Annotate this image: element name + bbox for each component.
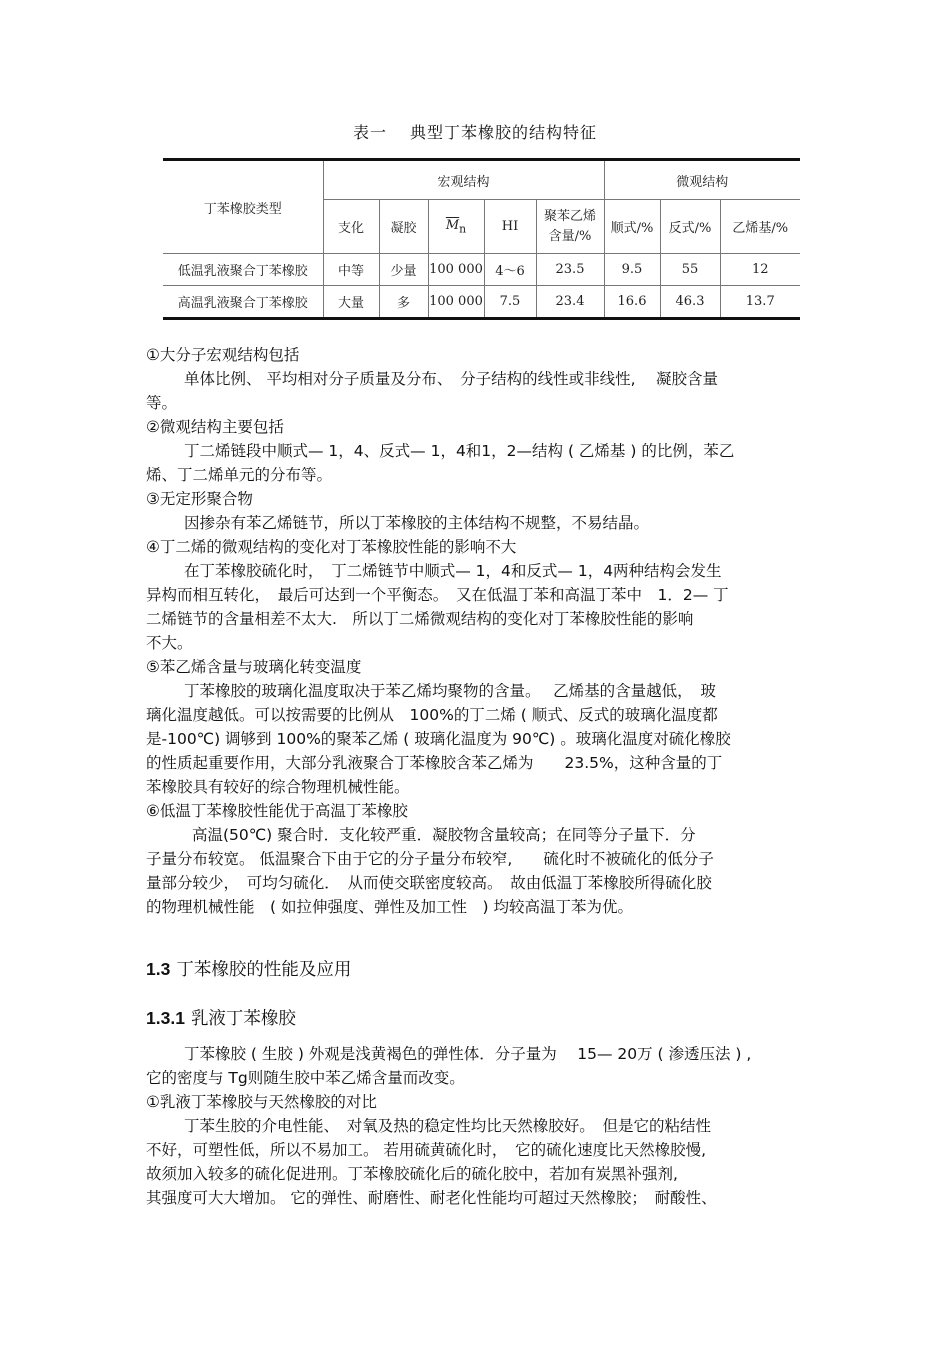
row-trans: 55 [660, 254, 720, 286]
row-branch: 中等 [323, 254, 379, 286]
table-header-row-1 [163, 160, 800, 200]
header-trans: 反式/% [660, 200, 720, 254]
point-heading: ⑤苯乙烯含量与玻璃化转变温度 [146, 658, 362, 676]
header-mn-subscript: n [459, 222, 467, 236]
point-heading: ②微观结构主要包括 [146, 418, 284, 436]
paragraph-line: 不大。 [146, 634, 193, 652]
paragraph-line: 烯、丁二烯单元的分布等。 [146, 466, 333, 484]
header-hi: HI [484, 200, 536, 254]
paragraph-line: 璃化温度越低。可以按需要的比例从 100%的丁二烯 ( 顺式、反式的玻璃化温度都 [146, 706, 718, 724]
header-mn [428, 200, 484, 254]
paragraph-line: 单体比例、 平均相对分子质量及分布、 分子结构的线性或非线性, 凝胶含量 [184, 370, 719, 388]
section-title: 丁苯橡胶的性能及应用 [176, 960, 352, 980]
row-trans: 46.3 [660, 286, 720, 319]
structure-table [163, 158, 800, 320]
header-micro: 微观结构 [604, 160, 800, 200]
header-ps-line1: 聚苯乙烯 [543, 208, 596, 224]
paragraph-line: 故须加入较多的硫化促进刑。丁苯橡胶硫化后的硫化胶中，若加有炭黑补强剂, [146, 1165, 678, 1183]
paragraph-line: 二烯链节的含量相差不太大. 所以丁二烯微观结构的变化对丁苯橡胶性能的影响 [146, 610, 694, 628]
point-heading: ①乳液丁苯橡胶与天然橡胶的对比 [146, 1093, 377, 1111]
row-gel: 多 [379, 286, 428, 319]
row-vinyl: 12 [720, 254, 800, 286]
point-heading: ③无定形聚合物 [146, 490, 253, 508]
section-number: 1.3 [146, 959, 171, 979]
row-branch: 大量 [323, 286, 379, 319]
header-ps-line2: 含量/% [548, 228, 592, 244]
body-text [146, 343, 806, 919]
table-row [163, 286, 800, 319]
paragraph-line: 丁苯橡胶 ( 生胶 ) 外观是浅黄褐色的弹性体．分子量为 15— 20万 ( 渗透压法 ) , [184, 1045, 752, 1063]
row-type: 低温乳液聚合丁苯橡胶 [163, 254, 323, 286]
row-ps: 23.5 [536, 254, 604, 286]
table-caption: 表一 典型丁苯橡胶的结构特征 [352, 123, 598, 142]
paragraph-line: 子量分布较宽。 低温聚合下由于它的分子量分布较窄, 硫化时不被硫化的低分子 [146, 850, 714, 868]
section-title: 乳液丁苯橡胶 [190, 1009, 296, 1029]
header-gel: 凝胶 [379, 200, 428, 254]
header-macro: 宏观结构 [323, 160, 604, 200]
row-hi: 4～6 [484, 254, 536, 286]
header-type: 丁苯橡胶类型 [163, 160, 323, 254]
header-vinyl: 乙烯基/% [720, 200, 800, 254]
row-vinyl: 13.7 [720, 286, 800, 319]
paragraph-line: 的性质起重要作用，大部分乳液聚合丁苯橡胶含苯乙烯为 23.5%，这种含量的丁 [146, 754, 723, 772]
header-ps [536, 200, 604, 254]
paragraph-line: 量部分较少， 可均匀硫化． 从而使交联密度较高。 故由低温丁苯橡胶所得硫化胶 [146, 874, 712, 892]
row-mn: 100 000 [428, 254, 484, 286]
point-heading: ①大分子宏观结构包括 [146, 346, 300, 364]
row-type: 高温乳液聚合丁苯橡胶 [163, 286, 323, 319]
paragraph-line: 的物理机械性能 ( 如拉伸强度、弹性及加工性 ) 均较高温丁苯为优。 [146, 898, 633, 916]
row-cis: 16.6 [604, 286, 660, 319]
paragraph-line: 它的密度与 Tg则随生胶中苯乙烯含量而改变。 [146, 1069, 465, 1087]
header-cis: 顺式/% [604, 200, 660, 254]
paragraph-line: 是-100℃) 调够到 100%的聚苯乙烯 ( 玻璃化温度为 90℃) 。玻璃化温度对硫化橡胶 [146, 730, 731, 748]
paragraph-line: 其强度可大大增加。 它的弹性、耐磨性、耐老化性能均可超过天然橡胶； 耐酸性、 [146, 1189, 717, 1207]
header-mn-symbol: $\overline{M}$ [445, 217, 460, 233]
row-ps: 23.4 [536, 286, 604, 319]
row-mn: 100 000 [428, 286, 484, 319]
paragraph-line: 在丁苯橡胶硫化时， 丁二烯链节中顺式— 1，4和反式— 1，4两种结构会发生 [184, 562, 722, 580]
paragraph-line: 高温(50℃) 聚合时．支化较严重．凝胶物含量较高；在同等分子量下．分 [192, 826, 696, 844]
body-text-2 [146, 1042, 806, 1210]
row-gel: 少量 [379, 254, 428, 286]
paragraph-line: 丁苯生胶的介电性能、 对氧及热的稳定性均比天然橡胶好。 但是它的粘结性 [184, 1117, 712, 1135]
row-hi: 7.5 [484, 286, 536, 319]
paragraph-line: 苯橡胶具有较好的综合物理机械性能。 [146, 778, 410, 796]
point-heading: ④丁二烯的微观结构的变化对丁苯橡胶性能的影响不大 [146, 538, 517, 556]
section-number: 1.3.1 [146, 1008, 185, 1028]
row-cis: 9.5 [604, 254, 660, 286]
paragraph-line: 不好，可塑性低，所以不易加工。 若用硫黄硫化时， 它的硫化速度比天然橡胶慢, [146, 1141, 707, 1159]
paragraph-line: 丁二烯链段中顺式— 1，4、反式— 1，4和1，2—结构 ( 乙烯基 ) 的比例，苯乙 [184, 442, 735, 460]
paragraph-line: 因掺杂有苯乙烯链节，所以丁苯橡胶的主体结构不规整，不易结晶。 [184, 514, 650, 532]
table-row [163, 254, 800, 286]
header-branch: 支化 [323, 200, 379, 254]
point-heading: ⑥低温丁苯橡胶性能优于高温丁苯橡胶 [146, 802, 408, 820]
paragraph-line: 等。 [146, 394, 178, 412]
paragraph-line: 异构而相互转化， 最后可达到一个平衡态。 又在低温丁苯和高温丁苯中 1．2— 丁 [146, 586, 729, 604]
section-heading-1-3 [146, 956, 351, 981]
paragraph-line: 丁苯橡胶的玻璃化温度取决于苯乙烯均聚物的含量。 乙烯基的含量越低， 玻 [184, 682, 716, 700]
section-heading-1-3-1 [146, 1005, 296, 1030]
